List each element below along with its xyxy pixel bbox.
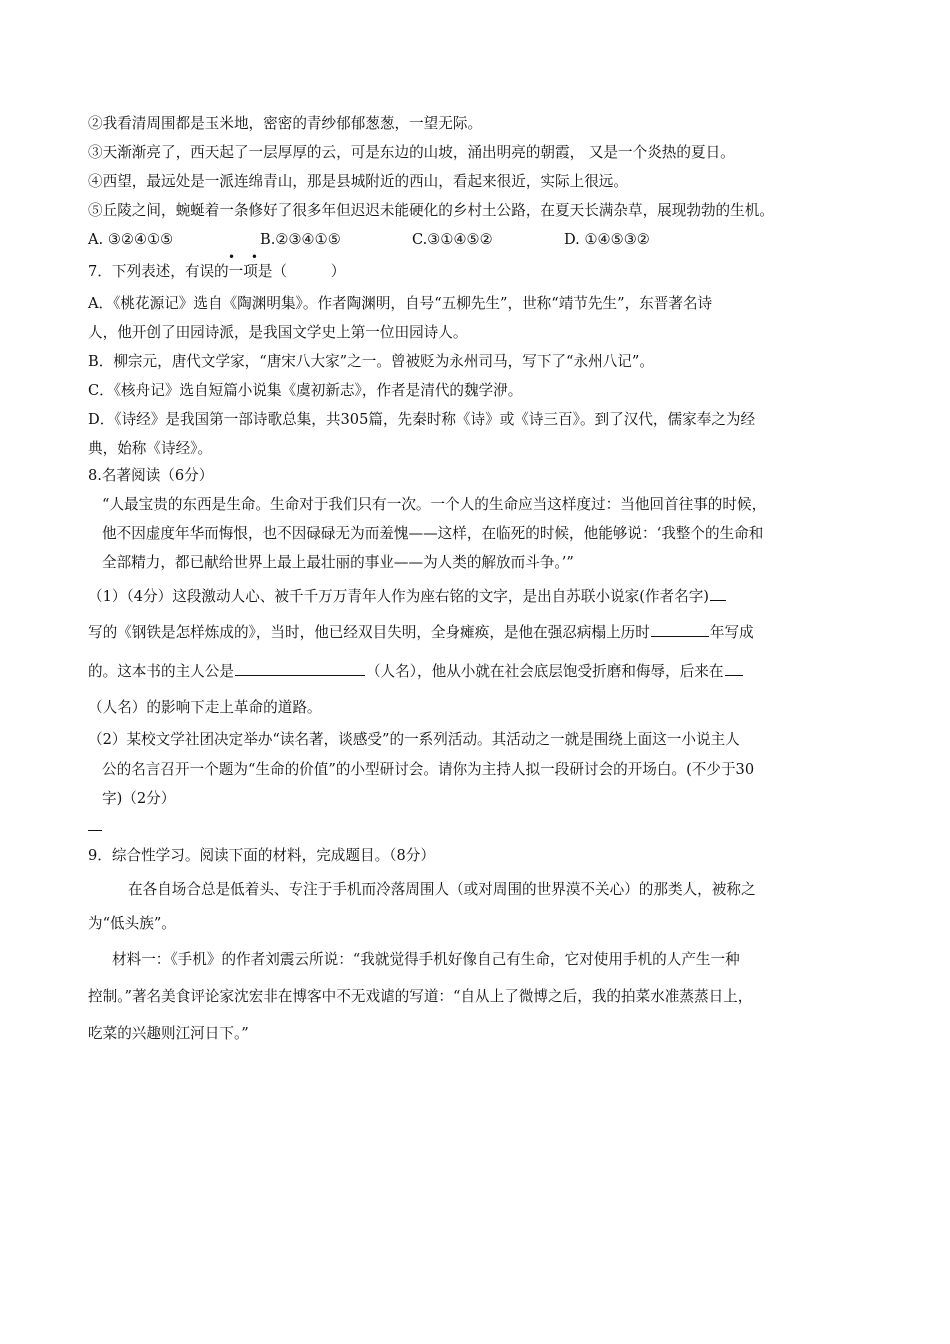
- q7-option-d-line2: 典，始称《诗经》。: [88, 440, 213, 457]
- q8-part1-text-3: 年写成: [709, 624, 754, 641]
- sentence-5: ⑤丘陵之间，蜿蜒着一条修好了很多年但迟迟未能硬化的乡村土公路，在夏天长满杂草，展现勃勃的生机。: [88, 202, 774, 219]
- q9-intro-line2: 为“低头族”。: [88, 915, 176, 932]
- q8-part2-line1: （2）某校文学社团决定举办“读名著，谈感受”的一系列活动。其活动之一就是围绕上面这一小说主人: [88, 731, 740, 748]
- q7-option-a-line1: A．《桃花源记》选自《陶渊明集》。作者陶渊明，自号“五柳先生”，世称“靖节先生”，东晋著名诗: [88, 295, 713, 312]
- q8-part1-line4: （人名）的影响下走上革命的道路。: [88, 699, 322, 716]
- q7-option-d-line1: D．《诗经》是我国第一部诗歌总集，共305篇，先秦时称《诗》或《诗三百》。到了汉代，儒家奉之为经: [88, 411, 756, 428]
- question-7-stem: 7．下列表述，有误的一项是（ ）: [88, 263, 346, 280]
- quote-line-2: 他不因虚度年华而悔恨，也不因碌碌无为而羞愧——这样，在临死的时候，他能够说：‘我整个的生命和: [102, 525, 764, 542]
- mentor-name-blank[interactable]: [725, 661, 743, 676]
- option-a: A. ③②④①⑤: [88, 231, 174, 248]
- q7-option-c: C．《核舟记》选自短篇小说集《虞初新志》，作者是清代的魏学洢。: [88, 382, 523, 399]
- q8-part1-text-1: （1）（4分）这段激动人心、被千千万万青年人作为座右铭的文字，是出自苏联小说家(作者名字): [88, 588, 710, 605]
- material-1-line2: 控制。”著名美食评论家沈宏非在博客中不无戏谑的写道：“自从上了微博之后，我的拍菜水准蒸蒸日上，: [88, 988, 753, 1005]
- answer-options: [88, 230, 650, 250]
- quote-line-1: “人最宝贵的东西是生命。生命对于我们只有一次。一个人的生命应当这样度过：当他回首往事的时候，: [102, 496, 767, 513]
- material-1-line3: 吃菜的兴趣则江河日下。”: [88, 1025, 249, 1042]
- q7-option-b: B．柳宗元，唐代文学家，“唐宋八大家”之一。曾被贬为永州司马，写下了“永州八记”。: [88, 353, 654, 370]
- q7-option-a-line2: 人，他开创了田园诗派，是我国文学史上第一位田园诗人。: [88, 324, 468, 341]
- option-c: C.③①④⑤②: [412, 231, 493, 248]
- q8-part1-text-2: 写的《钢铁是怎样炼成的》，当时，他已经双目失明，全身瘫痪，是他在强忍病榻上历时: [88, 624, 650, 641]
- q8-part2-line2: 公的名言召开一个题为“生命的价值”的小型研讨会。请你为主持人拟一段研讨会的开场白。(不少于30: [102, 761, 755, 778]
- question-8-title: 8.名著阅读（6分）: [88, 467, 214, 484]
- sentence-4: ④西望，最远处是一派连绵青山，那是县城附近的西山，看起来很近，实际上很远。: [88, 173, 628, 190]
- material-1-line1: 材料一：《手机》的作者刘震云所说：“我就觉得手机好像自己有生命，它对使用手机的人产生一种: [112, 951, 740, 968]
- question-9-title: 9．综合性学习。阅读下面的材料，完成题目。（8分）: [88, 847, 435, 864]
- option-b: B.②③④①⑤: [260, 231, 341, 248]
- q8-part1-text-4: 的。这本书的主人公是: [88, 663, 234, 680]
- emphasis-dots: • •: [228, 250, 264, 264]
- protagonist-blank[interactable]: [235, 661, 365, 676]
- q8-part1-text-5: （人名），他从小就在社会底层饱受折磨和侮辱，后来在: [365, 663, 724, 680]
- q8-part1-line1: [88, 586, 727, 607]
- option-d: D. ①④⑤③②: [564, 231, 650, 248]
- answer-line[interactable]: [88, 830, 102, 831]
- quote-line-3: 全部精力，都已献给世界上最上最壮丽的事业——为人类的解放而斗争。’”: [102, 554, 574, 571]
- author-name-blank[interactable]: [710, 586, 726, 601]
- sentence-3: ③天渐渐亮了，西天起了一层厚厚的云，可是东边的山坡，涌出明亮的朝霞， 又是一个炎热的夏日。: [88, 144, 735, 161]
- sentence-2: ②我看清周围都是玉米地，密密的青纱郁郁葱葱，一望无际。: [88, 115, 483, 132]
- years-blank[interactable]: [651, 622, 709, 637]
- q8-part1-line2: [88, 622, 754, 643]
- q8-part2-line3: 字)（2分）: [102, 790, 176, 807]
- q8-part1-line3: [88, 661, 744, 682]
- q9-intro-line1: 在各自场合总是低着头、专注于手机而冷落周围人（或对周围的世界漠不关心）的那类人，被称之: [128, 881, 756, 898]
